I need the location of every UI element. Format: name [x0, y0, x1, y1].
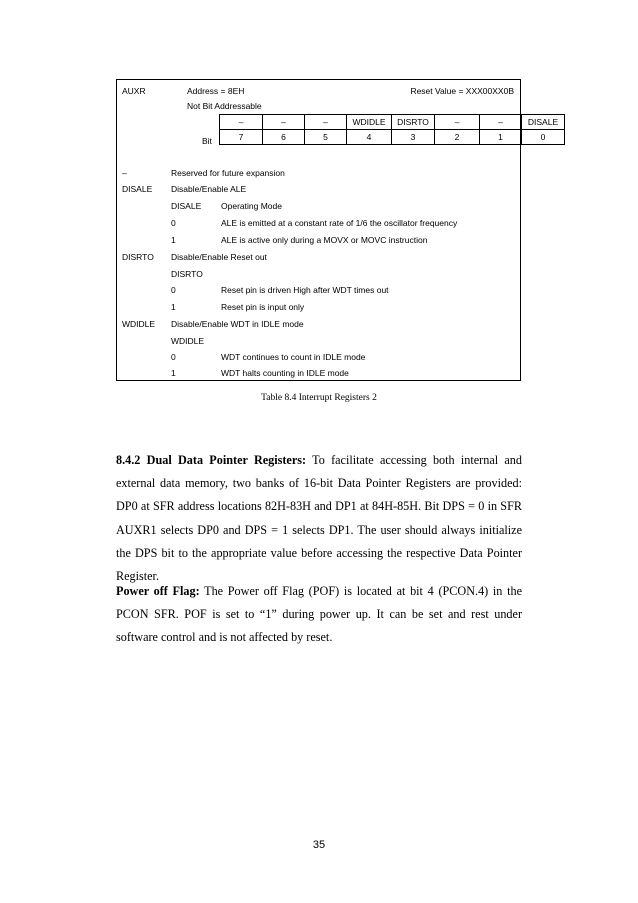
- desc-extra: ALE is active only during a MOVX or MOVC instruction: [221, 235, 428, 245]
- desc-text: 0: [171, 218, 176, 228]
- desc-key: DISRTO: [122, 252, 154, 262]
- bit-number-cell: 5: [305, 130, 347, 145]
- bit-name-cell: –: [305, 115, 347, 130]
- bit-number-cell: 6: [263, 130, 305, 145]
- desc-key: –: [122, 168, 127, 178]
- desc-text: 1: [171, 302, 176, 312]
- bit-name-cell: –: [435, 115, 480, 130]
- bit-table: [219, 114, 565, 145]
- bit-number-cell: 3: [392, 130, 435, 145]
- desc-extra: Reset pin is driven High after WDT times out: [221, 285, 389, 295]
- desc-key: DISALE: [122, 184, 153, 194]
- table-caption: Table 8.4 Interrupt Registers 2: [261, 393, 377, 403]
- register-reset-value: Reset Value = XXX00XX0B: [410, 86, 514, 96]
- section-heading: Power off Flag:: [116, 584, 200, 598]
- desc-text: 1: [171, 235, 176, 245]
- desc-text: 0: [171, 285, 176, 295]
- desc-text: 0: [171, 352, 176, 362]
- bit-number-cell: 7: [220, 130, 263, 145]
- desc-text: DISRTO: [171, 269, 203, 279]
- desc-extra: WDT halts counting in IDLE mode: [221, 368, 349, 378]
- bit-name-row: [220, 115, 565, 130]
- power-off-flag-paragraph: [116, 580, 522, 650]
- desc-text: 1: [171, 368, 176, 378]
- bit-name-cell: –: [263, 115, 305, 130]
- bit-number-cell: 2: [435, 130, 480, 145]
- desc-key: WDIDLE: [122, 319, 156, 329]
- bit-row-label: Bit: [202, 136, 212, 146]
- bit-name-cell: –: [220, 115, 263, 130]
- desc-text: WDIDLE: [171, 336, 205, 346]
- register-addressable: Not Bit Addressable: [187, 101, 262, 111]
- desc-extra: WDT continues to count in IDLE mode: [221, 352, 366, 362]
- desc-extra: ALE is emitted at a constant rate of 1/6 the oscillator frequency: [221, 218, 458, 228]
- desc-extra: Operating Mode: [221, 201, 282, 211]
- register-name: AUXR: [122, 86, 146, 96]
- bit-number-cell: 0: [522, 130, 565, 145]
- register-address: Address = 8EH: [187, 86, 245, 96]
- bit-name-cell: DISALE: [522, 115, 565, 130]
- bit-name-cell: DISRTO: [392, 115, 435, 130]
- desc-text: DISALE: [171, 201, 202, 211]
- bit-number-row: [220, 130, 565, 145]
- page-number: 35: [312, 839, 326, 851]
- dual-data-pointer-paragraph: [116, 449, 522, 588]
- bit-name-cell: –: [480, 115, 522, 130]
- section-body: The Power off Flag (POF) is located at bit 4 (PCON.4) in the PCON SFR. POF is set to “1” during power up. It can be set and rest under software control and is not affected by reset.: [116, 584, 522, 645]
- desc-text: Disable/Enable Reset out: [171, 252, 267, 262]
- desc-text: Disable/Enable ALE: [171, 184, 247, 194]
- desc-extra: Reset pin is input only: [221, 302, 305, 312]
- section-body: To facilitate accessing both internal and external data memory, two banks of 16-bit Data Pointer Registers are provided: DP0 at SFR address locations 82H-83H and DP1 at 84H-85H. Bit DPS = 0 in SFR AUXR1 selects DP0 and DPS = 1 selects DP1. The user should always initialize the DPS bit to the appropriate value before accessing the respective Data Pointer Register.: [116, 453, 522, 584]
- bit-number-cell: 1: [480, 130, 522, 145]
- desc-text: Disable/Enable WDT in IDLE mode: [171, 319, 304, 329]
- desc-text: Reserved for future expansion: [171, 168, 285, 178]
- bit-number-cell: 4: [347, 130, 392, 145]
- section-heading: 8.4.2 Dual Data Pointer Registers:: [116, 453, 307, 467]
- bit-name-cell: WDIDLE: [347, 115, 392, 130]
